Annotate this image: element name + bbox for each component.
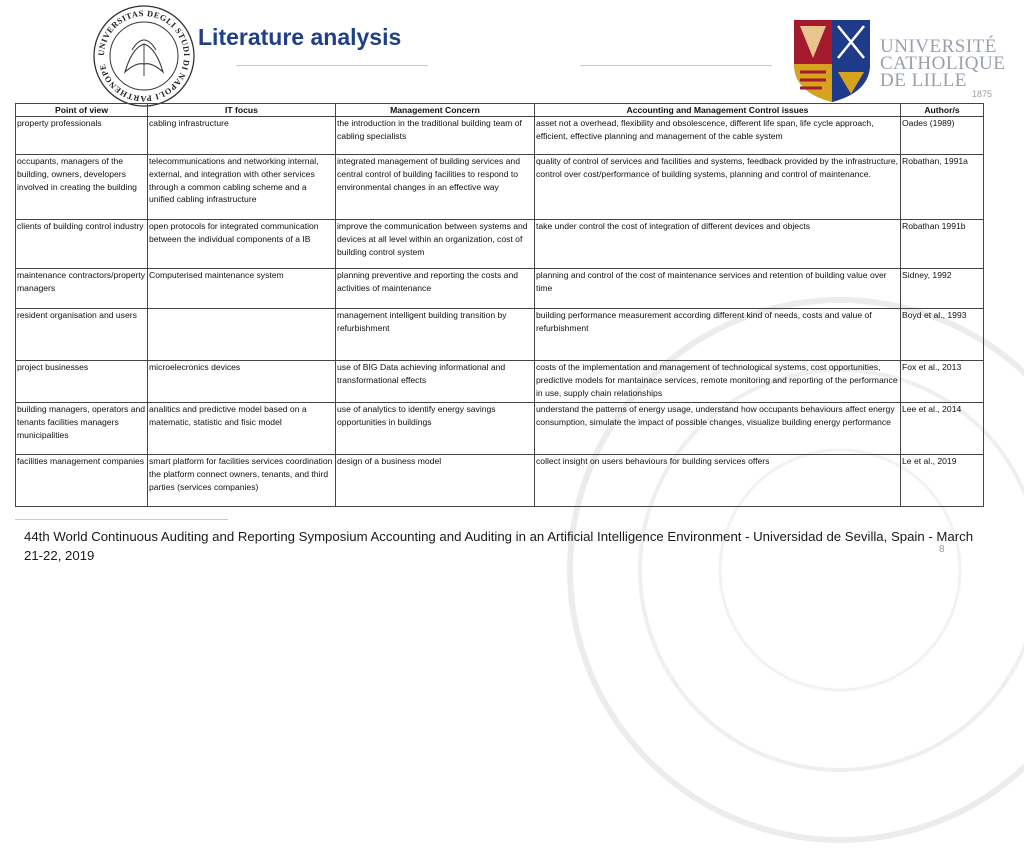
svg-text:UNIVERSITAS DEGLI STUDI DI NAP: UNIVERSITAS DEGLI STUDI DI NAPOLI PARTHENOPE <box>96 8 192 104</box>
cell-authors: Robathan, 1991a <box>901 155 984 220</box>
cell-accounting-issues: collect insight on users behaviours for building services offers <box>535 455 901 507</box>
footer-divider <box>15 519 228 520</box>
header-accounting-issues: Accounting and Management Control issues <box>535 104 901 117</box>
table-row <box>16 361 984 403</box>
cell-it-focus: Computerised maintenance system <box>148 269 336 309</box>
page-number: 8 <box>939 544 945 555</box>
university-founding-year: 1875 <box>972 89 993 99</box>
cell-management-concern: integrated management of building services and central control of building facilities to respond to environmental changes in an effective way <box>336 155 535 220</box>
cell-management-concern: the introduction in the traditional building team of cabling specialists <box>336 117 535 155</box>
cell-accounting-issues: quality of control of services and facilities and systems, feedback provided by the infrastructure, control over cost/performance of building systems, planning and control of maintenance. <box>535 155 901 220</box>
header-authors: Author/s <box>901 104 984 117</box>
cell-authors: Oades (1989) <box>901 117 984 155</box>
cell-point-of-view: resident organisation and users <box>16 309 148 361</box>
table-row <box>16 269 984 309</box>
university-name-line-3: DE LILLE <box>880 70 967 91</box>
cell-authors: Le et al., 2019 <box>901 455 984 507</box>
cell-accounting-issues: planning and control of the cost of maintenance services and retention of building value over time <box>535 269 901 309</box>
cell-management-concern: use of BIG Data achieving informational and transformational effects <box>336 361 535 403</box>
cell-management-concern: management intelligent building transition by refurbishment <box>336 309 535 361</box>
table-row <box>16 155 984 220</box>
cell-it-focus: analitics and predictive model based on a matematic, statistic and fisic model <box>148 403 336 455</box>
header-management-concern: Management Concern <box>336 104 535 117</box>
cell-authors: Sidney, 1992 <box>901 269 984 309</box>
cell-point-of-view: building managers, operators and tenants facilities managers municipalities <box>16 403 148 455</box>
cell-authors: Fox et al., 2013 <box>901 361 984 403</box>
title-divider-right <box>580 65 772 66</box>
cell-point-of-view: property professionals <box>16 117 148 155</box>
university-name-line-2: CATHOLIQUE <box>880 53 1006 74</box>
cell-management-concern: planning preventive and reporting the costs and activities of maintenance <box>336 269 535 309</box>
table-row <box>16 220 984 269</box>
header-point-of-view: Point of view <box>16 104 148 117</box>
university-name-line-1: UNIVERSITÉ <box>880 36 997 57</box>
cell-accounting-issues: take under control the cost of integration of different devices and objects <box>535 220 901 269</box>
cell-point-of-view: maintenance contractors/property managers <box>16 269 148 309</box>
cell-point-of-view: facilities management companies <box>16 455 148 507</box>
table-row <box>16 117 984 155</box>
footer-conference-text: 44th World Continuous Auditing and Reporting Symposium Accounting and Auditing in an Artificial Intelligence Environment - Universidad de Sevilla, Spain - March 21-22, 2019 <box>24 529 974 563</box>
cell-it-focus: open protocols for integrated communication between the individual components of a IB <box>148 220 336 269</box>
title-divider-left <box>236 65 428 66</box>
parthenope-seal-logo <box>92 4 196 108</box>
cell-accounting-issues: costs of the implementation and management of technological systems, cost opportunities, predictive models for mantainace services, remote monitoring and reporting of the performance in use, supply chain relationships <box>535 361 901 403</box>
page-title: Literature analysis <box>198 24 402 50</box>
literature-table <box>15 103 984 507</box>
cell-management-concern: design of a business model <box>336 455 535 507</box>
cell-it-focus: smart platform for facilities services coordination the platform connect owners, tenants, and third parties (services companies) <box>148 455 336 507</box>
university-name <box>880 38 1005 89</box>
cell-management-concern: use of analytics to identify energy savings opportunities in buildings <box>336 403 535 455</box>
table-header-row <box>16 104 984 117</box>
cell-it-focus: telecommunications and networking internal, external, and integration with other services through a common cabling scheme and a unified cabling infrastructure <box>148 155 336 220</box>
cell-authors: Lee et al., 2014 <box>901 403 984 455</box>
cell-point-of-view: project businesses <box>16 361 148 403</box>
cell-point-of-view: occupants, managers of the building, owners, developers involved in creating the building <box>16 155 148 220</box>
cell-it-focus <box>148 309 336 361</box>
table-row <box>16 455 984 507</box>
cell-management-concern: improve the communication between systems and devices at all level within an organization, cost of building control system <box>336 220 535 269</box>
cell-accounting-issues: asset not a overhead, flexibility and obsolescence, different life span, life cycle approach, efficient, effective planning and management of the cable system <box>535 117 901 155</box>
table-row <box>16 403 984 455</box>
cell-authors: Robathan 1991b <box>901 220 984 269</box>
cell-it-focus: microelecronics devices <box>148 361 336 403</box>
cell-accounting-issues: building performance measurement according different kind of needs, costs and value of refurbishment <box>535 309 901 361</box>
table-row <box>16 309 984 361</box>
header-it-focus: IT focus <box>148 104 336 117</box>
cell-point-of-view: clients of building control industry <box>16 220 148 269</box>
cell-it-focus: cabling infrastructure <box>148 117 336 155</box>
cell-authors: Boyd et al., 1993 <box>901 309 984 361</box>
cell-accounting-issues: understand the patterns of energy usage, understand how occupants behaviours affect energy consumption, simulate the impact of possible changes, visualize building energy performance <box>535 403 901 455</box>
